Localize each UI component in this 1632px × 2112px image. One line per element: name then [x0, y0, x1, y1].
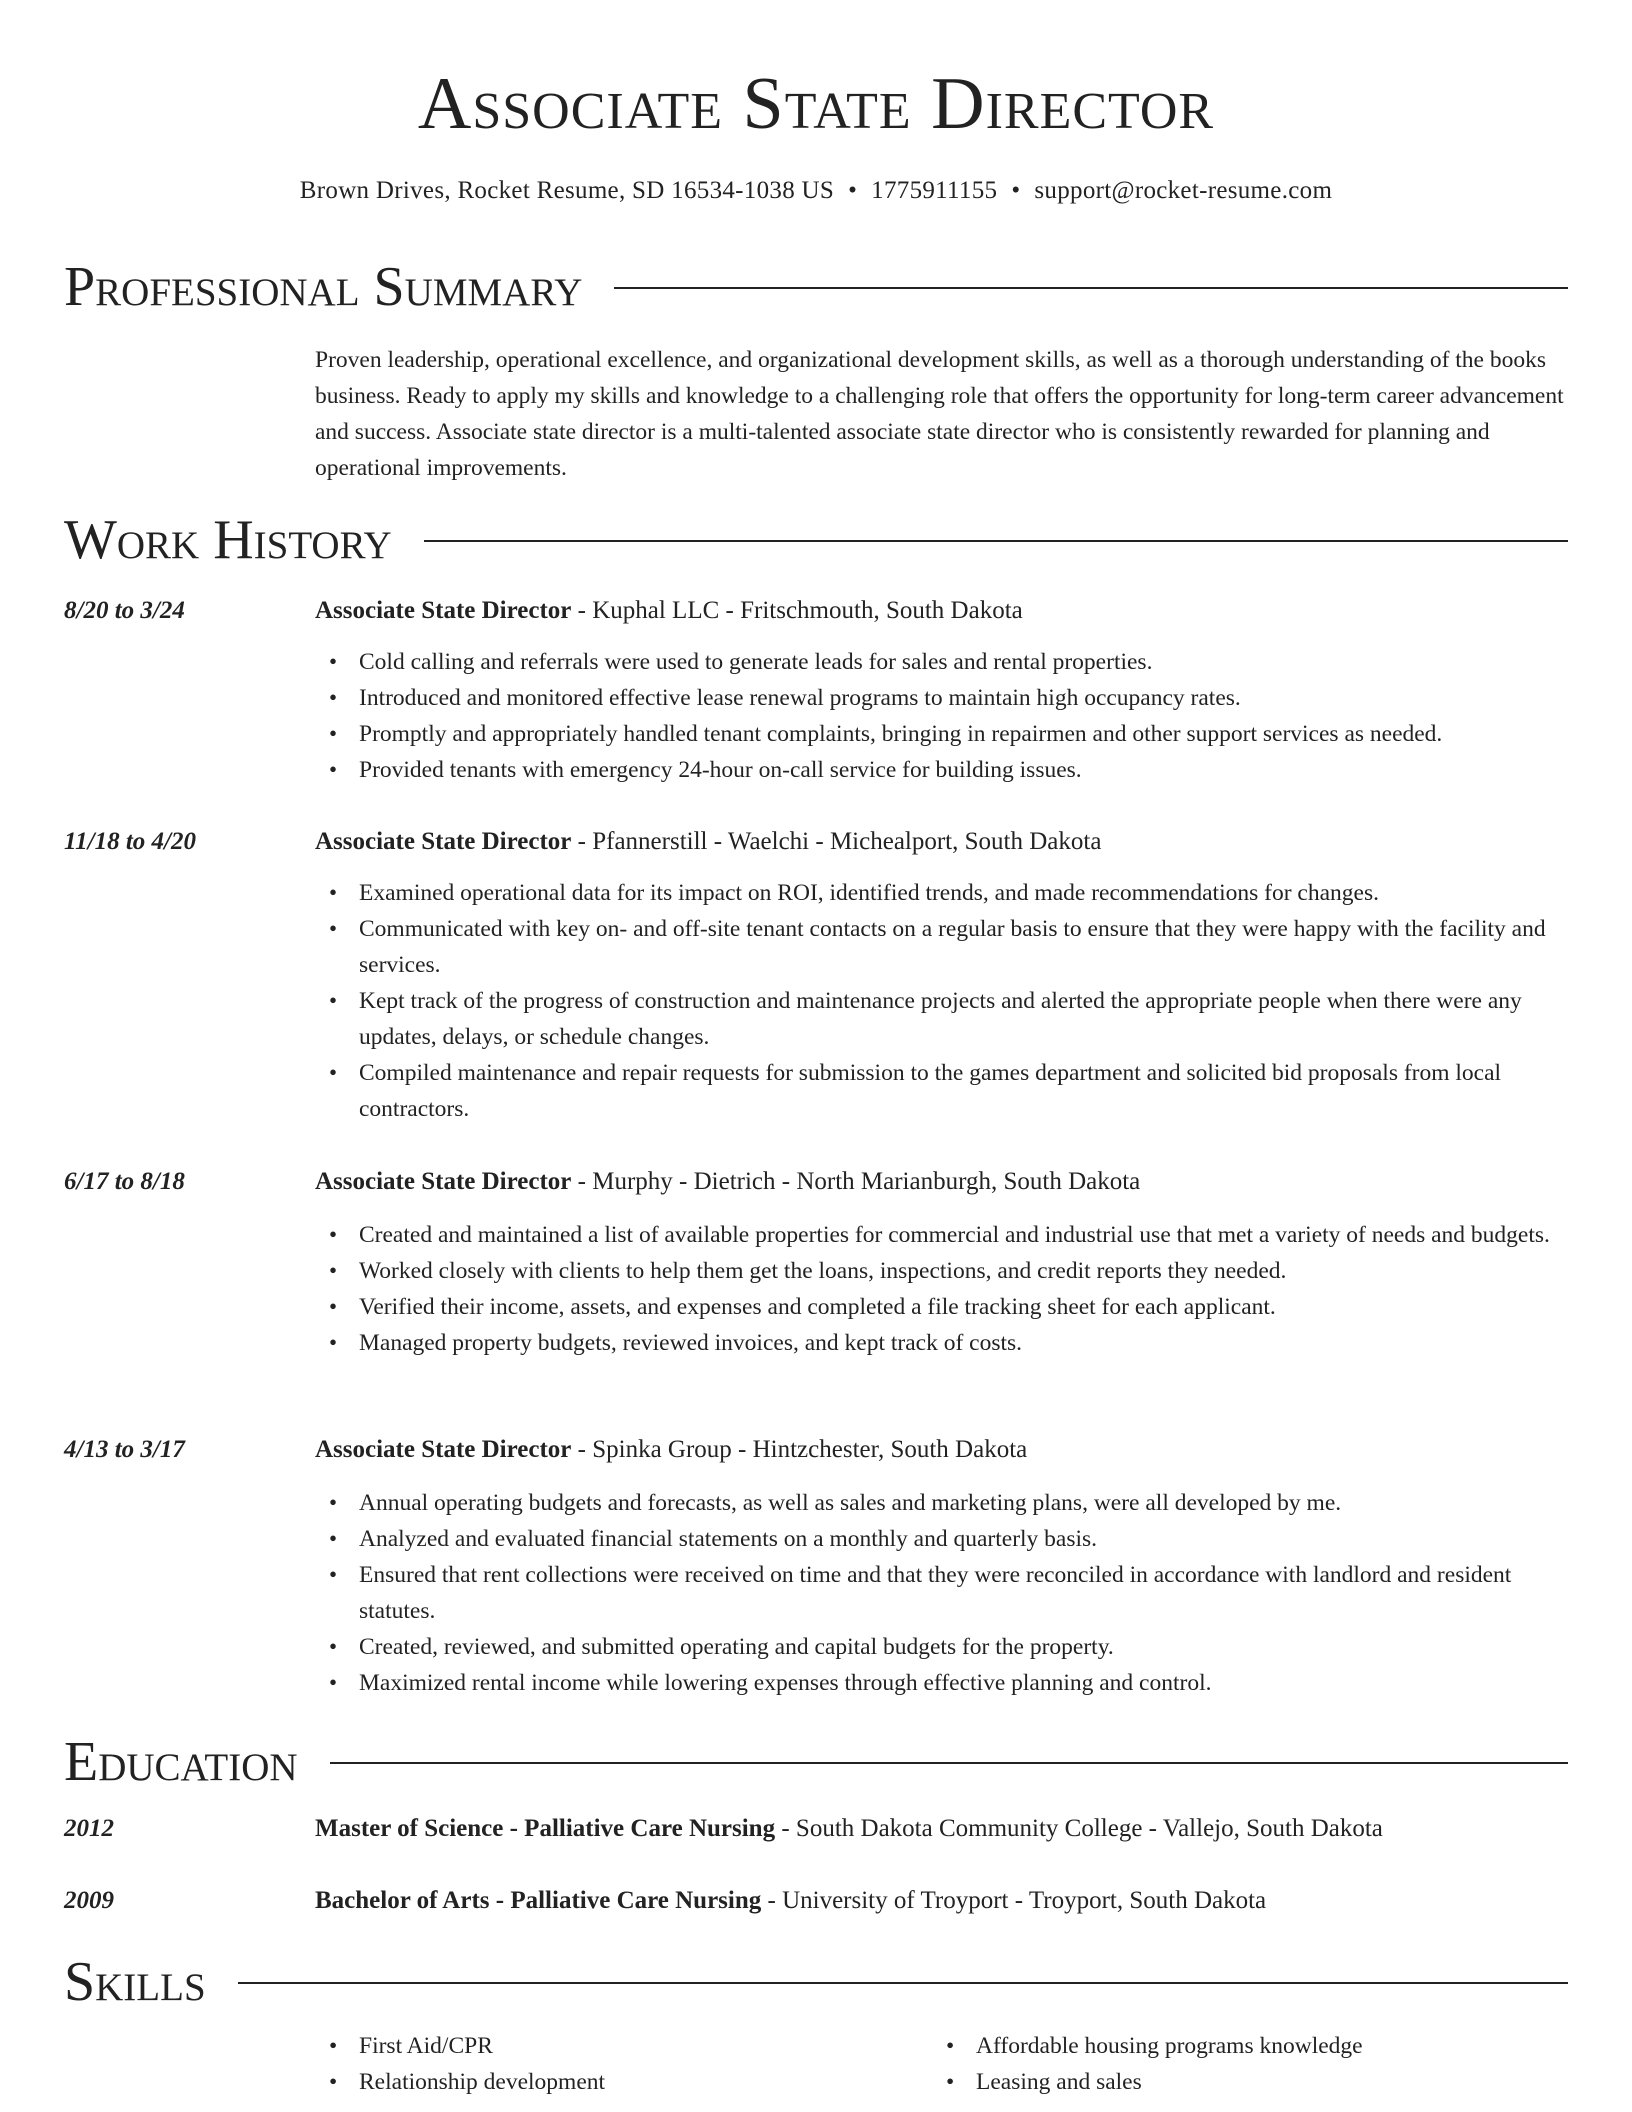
job-employer: - Murphy - Dietrich - North Marianburgh, South Dakota	[571, 1168, 1141, 1195]
job-title: Associate State Director	[315, 597, 572, 624]
contact-phone: 1775911155	[871, 177, 998, 204]
job-dates: 6/17 to 8/18	[64, 1168, 185, 1195]
section-title: Professional Summary	[64, 256, 583, 318]
job-dates: 4/13 to 3/17	[64, 1436, 185, 1463]
list-item: • Ensured that rent collections were received on time and that they were reconciled in accordance with landlord and resident statutes.	[315, 1557, 1570, 1629]
section-header-skills	[64, 1952, 1568, 2012]
job-dates: 8/20 to 3/24	[64, 597, 185, 624]
education-entry	[64, 1812, 1570, 1848]
section-title: Skills	[64, 1951, 206, 2013]
section-divider	[330, 1762, 1568, 1764]
job-heading	[315, 1165, 1140, 1199]
job-heading	[315, 825, 1101, 859]
skill-item: • First Aid/CPR	[315, 2028, 915, 2064]
summary-text: Proven leadership, operational excellence, and organizational development skills, as well as a thorough understanding of the books business. Ready to apply my skills and knowledge to a challenging role that offers the opportunity for long-term career advancement and success. Associate state director is a multi-talented associate state director who is consistently rewarded for planning and operational improvements.	[315, 347, 1564, 481]
section-divider	[424, 540, 1568, 542]
list-item: • Kept track of the progress of construction and maintenance projects and alerted the appropriate people when there were any updates, delays, or schedule changes.	[315, 983, 1570, 1055]
education-school: - University of Troyport - Troyport, South Dakota	[761, 1887, 1267, 1914]
job-title: Associate State Director	[315, 1436, 572, 1463]
list-item: • Analyzed and evaluated financial statements on a monthly and quarterly basis.	[315, 1521, 1570, 1557]
candidate-name: Associate State Director	[417, 63, 1215, 145]
education-heading	[315, 1884, 1266, 1918]
job-bullets	[315, 1485, 1570, 1701]
section-header-summary	[64, 257, 1568, 317]
contact-separator: •	[1011, 177, 1021, 204]
section-header-work-history	[64, 510, 1568, 570]
contact-line	[0, 174, 1632, 208]
job-bullets	[315, 644, 1570, 788]
list-item: • Managed property budgets, reviewed invoices, and kept track of costs.	[315, 1325, 1570, 1361]
job-dates: 11/18 to 4/20	[64, 828, 196, 855]
skills-list-left	[315, 2028, 915, 2100]
job-heading	[315, 1433, 1027, 1467]
list-item: • Maximized rental income while lowering expenses through effective planning and control.	[315, 1665, 1570, 1701]
education-year: 2009	[64, 1887, 114, 1914]
job-bullets	[315, 875, 1570, 1127]
section-divider	[614, 287, 1568, 289]
list-item: • Communicated with key on- and off-site tenant contacts on a regular basis to ensure that they were happy with the facility and services.	[315, 911, 1570, 983]
section-header-education	[64, 1732, 1568, 1792]
list-item: • Examined operational data for its impact on ROI, identified trends, and made recommendations for changes.	[315, 875, 1570, 911]
section-title: Education	[64, 1731, 298, 1793]
job-employer: - Kuphal LLC - Fritschmouth, South Dakota	[571, 597, 1023, 624]
education-year: 2012	[64, 1815, 114, 1842]
contact-email: support@rocket-resume.com	[1034, 177, 1333, 204]
education-heading	[315, 1812, 1383, 1846]
skills-list-right	[932, 2028, 1572, 2100]
job-heading	[315, 594, 1023, 628]
list-item: • Cold calling and referrals were used to generate leads for sales and rental properties.	[315, 644, 1570, 680]
job-employer: - Pfannerstill - Waelchi - Michealport, South Dakota	[571, 828, 1102, 855]
contact-separator: •	[848, 177, 858, 204]
education-degree: Bachelor of Arts - Palliative Care Nursing	[315, 1887, 762, 1914]
contact-address: Brown Drives, Rocket Resume, SD 16534-1038 US	[299, 177, 835, 204]
job-title: Associate State Director	[315, 1168, 572, 1195]
skill-item: • Affordable housing programs knowledge	[932, 2028, 1572, 2064]
list-item: • Provided tenants with emergency 24-hour on-call service for building issues.	[315, 752, 1570, 788]
education-degree: Master of Science - Palliative Care Nursing	[315, 1815, 776, 1842]
skill-item: • Relationship development	[315, 2064, 915, 2100]
list-item: • Promptly and appropriately handled tenant complaints, bringing in repairmen and other support services as needed.	[315, 716, 1570, 752]
list-item: • Created and maintained a list of available properties for commercial and industrial use that met a variety of needs and budgets.	[315, 1217, 1570, 1253]
section-title: Work History	[64, 509, 392, 571]
section-divider	[238, 1982, 1568, 1984]
list-item: • Annual operating budgets and forecasts, as well as sales and marketing plans, were all developed by me.	[315, 1485, 1570, 1521]
education-entry	[64, 1884, 1570, 1920]
list-item: • Worked closely with clients to help them get the loans, inspections, and credit reports they needed.	[315, 1253, 1570, 1289]
list-item: • Created, reviewed, and submitted operating and capital budgets for the property.	[315, 1629, 1570, 1665]
job-employer: - Spinka Group - Hintzchester, South Dakota	[571, 1436, 1028, 1463]
skill-item: • Leasing and sales	[932, 2064, 1572, 2100]
education-school: - South Dakota Community College - Vallejo, South Dakota	[775, 1815, 1383, 1842]
list-item: • Compiled maintenance and repair requests for submission to the games department and solicited bid proposals from local contractors.	[315, 1055, 1570, 1127]
job-bullets	[315, 1217, 1570, 1361]
job-title: Associate State Director	[315, 828, 572, 855]
list-item: • Introduced and monitored effective lease renewal programs to maintain high occupancy rates.	[315, 680, 1570, 716]
list-item: • Verified their income, assets, and expenses and completed a file tracking sheet for each applicant.	[315, 1289, 1570, 1325]
